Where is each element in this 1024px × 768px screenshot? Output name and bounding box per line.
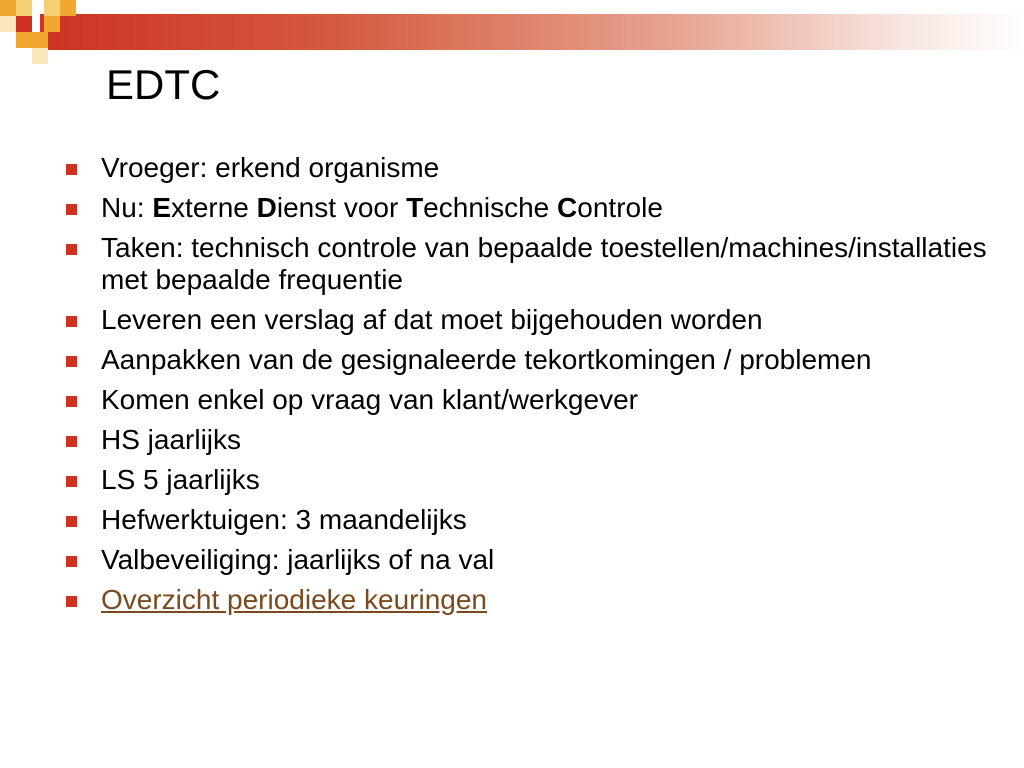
bullet-square-icon [66, 356, 77, 367]
bullet-item [64, 304, 1004, 336]
bullet-square-icon [66, 436, 77, 447]
bullet-item [64, 424, 1004, 456]
decor-square [60, 0, 76, 16]
decor-square [44, 0, 60, 16]
bullet-square-icon [66, 476, 77, 487]
decor-square [0, 0, 16, 16]
bullet-item [64, 584, 1004, 616]
bullet-square-icon [66, 316, 77, 327]
slide-title: EDTC [106, 61, 221, 108]
decor-square [16, 16, 32, 32]
bullet-square-icon [66, 516, 77, 527]
acronym-letter: D [256, 192, 277, 223]
bullet-list [64, 152, 1004, 624]
bullet-text: Leveren een verslag af dat moet bijgehouden worden [101, 304, 763, 335]
acronym-letter: T [406, 192, 424, 223]
bullet-text: Taken: technisch controle van bepaalde toestellen/machines/installaties met bepaalde frequentie [101, 232, 987, 295]
bullet-item [64, 344, 1004, 376]
bullet-text: LS 5 jaarlijks [101, 464, 260, 495]
decor-square [44, 16, 60, 32]
bullet-item [64, 192, 1004, 224]
bullet-square-icon [66, 596, 77, 607]
decor-square [0, 16, 16, 32]
decor-square [16, 32, 32, 48]
bullet-text: Aanpakken van de gesignaleerde tekortkomingen / problemen [101, 344, 872, 375]
bullet-text: Hefwerktuigen: 3 maandelijks [101, 504, 467, 535]
bullet-square-icon [66, 164, 77, 175]
bullet-text: Valbeveiliging: jaarlijks of na val [101, 544, 495, 575]
bullet-square-icon [66, 556, 77, 567]
acronym-letter: C [557, 192, 578, 223]
bullet-square-icon [66, 244, 77, 255]
acronym-letter: E [152, 192, 172, 223]
bullet-item [64, 152, 1004, 184]
decor-square [16, 0, 32, 16]
bullet-text: Komen enkel op vraag van klant/werkgever [101, 384, 638, 415]
bullet-square-icon [66, 204, 77, 215]
acronym-word-rest: xterne [171, 192, 257, 223]
bullet-item [64, 232, 1004, 296]
decor-square [32, 32, 48, 48]
bullet-item [64, 464, 1004, 496]
bullet-item [64, 504, 1004, 536]
bullet-square-icon [66, 396, 77, 407]
bullet-prefix: Nu: [101, 192, 153, 223]
header-gradient-bar [40, 14, 1024, 50]
bullet-text: HS jaarlijks [101, 424, 242, 455]
decor-square [32, 48, 48, 64]
bullet-item [64, 544, 1004, 576]
acronym-word-rest: echnische [423, 192, 558, 223]
acronym-word-rest: ienst voor [276, 192, 407, 223]
bullet-item [64, 384, 1004, 416]
keuringen-overview-link[interactable]: Overzicht periodieke keuringen [101, 584, 487, 615]
bullet-text: Vroeger: erkend organisme [101, 152, 440, 183]
acronym-word-rest: ontrole [577, 192, 663, 223]
